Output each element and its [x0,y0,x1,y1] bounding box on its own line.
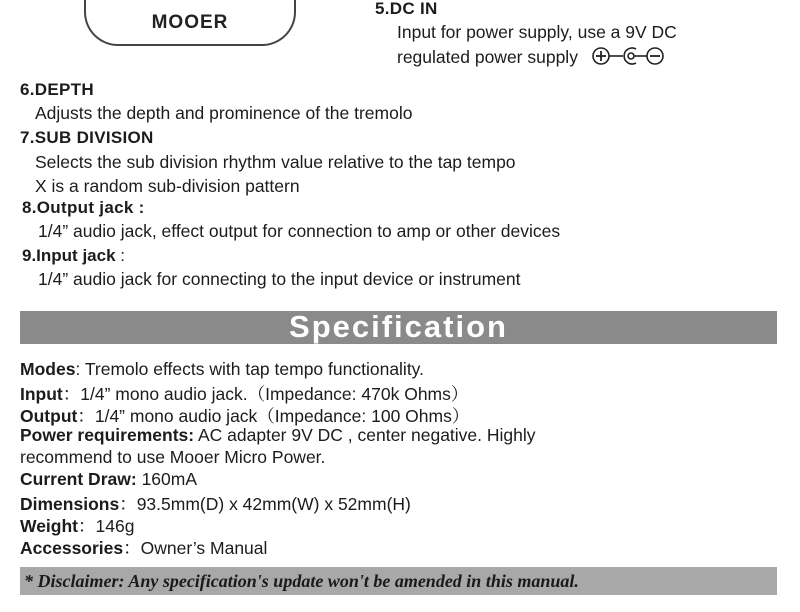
spec-value: 160mA [141,469,198,489]
input-jack-heading-label: 9.Input jack [22,246,116,265]
disclaimer-bar: * Disclaimer: Any specification's update won't be amended in this manual. [20,567,777,595]
spec-label: Modes [20,359,76,379]
spec-sep: ： [123,538,141,558]
spec-sep: ： [119,494,137,514]
pedal-outline [84,0,296,46]
spec-value: 146g [95,516,135,536]
spec-row-power [20,425,536,446]
depth-heading: 6.DEPTH [20,80,94,99]
dc-in-heading: 5.DC IN [375,0,438,18]
sub-division-description-2: X is a random sub-division pattern [35,176,300,196]
spec-label: Power requirements: [20,425,195,445]
mooer-logo: MOOER [151,12,229,33]
specification-title: Specification [289,309,508,344]
spec-label: Input [20,384,63,404]
input-jack-description: 1/4” audio jack for connecting to the input device or instrument [38,269,521,289]
spec-row-power-continued [20,447,325,468]
dc-in-line-1: Input for power supply, use a 9V DC [397,22,677,42]
spec-sep: ： [62,384,81,404]
dc-polarity-icon [591,46,675,71]
spec-value: AC adapter 9V DC , center negative. Highly [197,425,536,445]
spec-row-accessories [20,535,267,560]
input-jack-heading-colon: : [115,246,125,265]
spec-label: Weight [20,516,79,536]
spec-value: Tremolo effects with tap tempo functionality. [84,359,424,379]
input-jack-heading [22,246,125,266]
sub-division-description-1: Selects the sub division rhythm value relative to the tap tempo [35,152,516,172]
spec-label: Accessories [20,538,124,558]
dc-in-line-2-text: regulated power supply [397,47,578,68]
specification-banner [20,311,777,344]
spec-sep: : [75,359,85,379]
depth-description: Adjusts the depth and prominence of the tremolo [35,103,413,123]
sub-division-heading: 7.SUB DIVISION [20,128,154,147]
spec-value: 1/4” mono audio jack（Impedance: 100 Ohms） [94,406,470,426]
output-jack-heading: 8.Output jack : [22,198,145,217]
spec-value: 1/4” mono audio jack.（Impedance: 470k Ohms） [80,384,469,404]
spec-label: Current Draw: [20,469,137,489]
spec-value: recommend to use Mooer Micro Power. [20,447,326,467]
spec-sep: ： [78,516,96,536]
spec-value: 93.5mm(D) x 42mm(W) x 52mm(H) [136,494,411,514]
spec-label: Output [20,406,78,426]
spec-value: Owner’s Manual [140,538,268,558]
spec-sep: ： [77,406,95,426]
spec-row-modes [20,359,424,380]
output-jack-description: 1/4” audio jack, effect output for connection to amp or other devices [38,221,561,241]
spec-row-current-draw [20,469,197,490]
spec-label: Dimensions [20,494,120,514]
dc-in-line-2 [397,46,675,71]
